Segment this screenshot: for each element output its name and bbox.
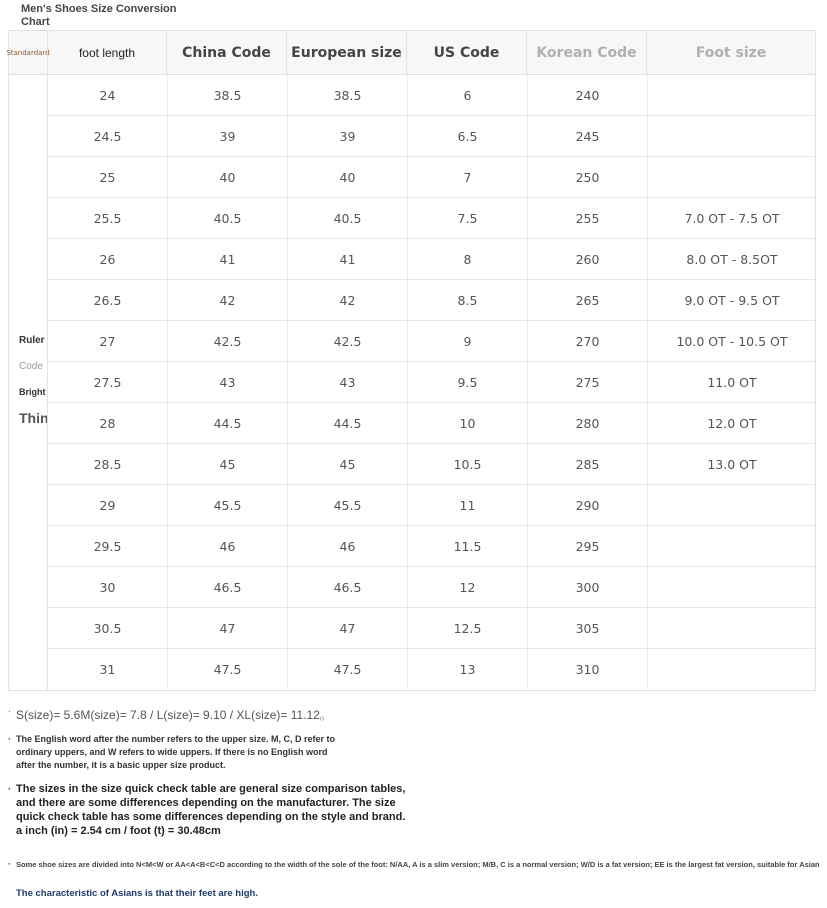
header-us-code: US Code	[407, 31, 527, 75]
note-asian	[8, 888, 258, 899]
cell-korean-code: 280	[528, 403, 648, 443]
note-text: Some shoe sizes are divided into N<M<W or AA<A<B<C<D according to the width of the sole of the foot: N/AA, A is a slim version; M/B, C is a normal version; W/D is a fat version; EE is the largest fat version, suitable for Asian	[16, 860, 820, 869]
cell-china-code: 46.5	[168, 567, 288, 607]
chart-title: Men's Shoes Size Conversion Chart	[21, 3, 177, 28]
cell-korean-code: 275	[528, 362, 648, 402]
table-row	[47, 608, 815, 649]
side-label-thin: Thin	[19, 410, 49, 426]
cell-us-code: 6.5	[408, 116, 528, 156]
cell-foot-length: 27.5	[48, 362, 168, 402]
cell-european-size: 45.5	[288, 485, 408, 525]
cell-foot-length: 29	[48, 485, 168, 525]
cell-us-code: 11.5	[408, 526, 528, 566]
table-row	[47, 239, 815, 280]
cell-china-code: 47	[168, 608, 288, 648]
cell-korean-code: 310	[528, 649, 648, 689]
cell-korean-code: 295	[528, 526, 648, 566]
table-row	[47, 444, 815, 485]
cell-us-code: 12	[408, 567, 528, 607]
cell-china-code: 44.5	[168, 403, 288, 443]
cell-us-code: 11	[408, 485, 528, 525]
cell-foot-size: 13.0 OT	[707, 456, 757, 472]
cell-foot-size: 8.0 OT - 8.5OT	[686, 251, 778, 267]
cell-european-size: 42.5	[288, 321, 408, 361]
bullet: ·	[8, 784, 11, 794]
cell-china-code: 40.5	[168, 198, 288, 238]
cell-china-code: 43	[168, 362, 288, 402]
header-korean-code: Korean Code	[527, 31, 647, 75]
cell-foot-size	[648, 157, 816, 197]
header-standard: Standardard	[6, 49, 50, 57]
cell-korean-code: 265	[528, 280, 648, 320]
table-row	[47, 526, 815, 567]
side-label-ruler: Ruler	[19, 335, 45, 346]
table-row	[47, 649, 815, 690]
header-foot-size: Foot size	[695, 45, 767, 61]
cell-us-code: 8	[408, 239, 528, 279]
cell-korean-code: 300	[528, 567, 648, 607]
cell-foot-size	[648, 649, 816, 689]
note-text: S(size)= 5.6M(size)= 7.8 / L(size)= 9.10 / XL(size)= 11.12。	[16, 708, 332, 722]
header-foot-length: foot length	[47, 31, 167, 75]
cell-european-size: 45	[288, 444, 408, 484]
cell-foot-size: 12.0 OT	[707, 415, 757, 431]
note-text: The English word after the number refers to the upper size. M, C, D refer to ordinary uppers, and W refers to wide uppers. If there is no English word after the number, it is a basic upper size product.	[16, 734, 336, 770]
cell-foot-length: 28.5	[48, 444, 168, 484]
cell-foot-length: 26	[48, 239, 168, 279]
cell-korean-code: 240	[528, 75, 648, 115]
cell-china-code: 39	[168, 116, 288, 156]
cell-china-code: 47.5	[168, 649, 288, 689]
cell-korean-code: 255	[528, 198, 648, 238]
cell-us-code: 9	[408, 321, 528, 361]
bullet: ·	[8, 859, 11, 869]
size-conversion-table	[8, 30, 816, 691]
header-china-code: China Code	[167, 31, 287, 75]
cell-china-code: 45.5	[168, 485, 288, 525]
cell-foot-size	[648, 526, 816, 566]
bullet: ·	[8, 706, 11, 716]
cell-us-code: 7.5	[408, 198, 528, 238]
cell-china-code: 42.5	[168, 321, 288, 361]
cell-foot-length: 30.5	[48, 608, 168, 648]
table-row	[47, 75, 815, 116]
cell-us-code: 7	[408, 157, 528, 197]
cell-european-size: 44.5	[288, 403, 408, 443]
cell-foot-length: 25.5	[48, 198, 168, 238]
cell-korean-code: 270	[528, 321, 648, 361]
cell-korean-code: 245	[528, 116, 648, 156]
side-label-bright: Bright	[19, 387, 46, 397]
cell-foot-length: 24	[48, 75, 168, 115]
header-european-size: European size	[287, 31, 407, 75]
cell-foot-length: 28	[48, 403, 168, 443]
cell-korean-code: 260	[528, 239, 648, 279]
note-text: The characteristic of Asians is that their feet are high.	[16, 888, 258, 899]
cell-us-code: 12.5	[408, 608, 528, 648]
side-label-code: Code	[19, 361, 43, 372]
cell-china-code: 45	[168, 444, 288, 484]
cell-european-size: 42	[288, 280, 408, 320]
cell-foot-size: 7.0 OT - 7.5 OT	[684, 210, 780, 226]
cell-european-size: 47	[288, 608, 408, 648]
cell-foot-length: 31	[48, 649, 168, 689]
cell-european-size: 40.5	[288, 198, 408, 238]
cell-us-code: 10	[408, 403, 528, 443]
cell-foot-size: 11.0 OT	[707, 374, 757, 390]
cell-us-code: 6	[408, 75, 528, 115]
cell-european-size: 47.5	[288, 649, 408, 689]
note-general-size	[8, 782, 408, 838]
cell-china-code: 42	[168, 280, 288, 320]
cell-foot-size	[648, 485, 816, 525]
cell-foot-length: 29.5	[48, 526, 168, 566]
cell-us-code: 9.5	[408, 362, 528, 402]
cell-china-code: 46	[168, 526, 288, 566]
side-label-column	[9, 75, 47, 690]
table-row	[47, 116, 815, 157]
bullet: ·	[8, 734, 11, 744]
cell-china-code: 41	[168, 239, 288, 279]
table-row	[47, 280, 815, 321]
cell-us-code: 8.5	[408, 280, 528, 320]
cell-foot-length: 25	[48, 157, 168, 197]
table-header	[6, 31, 815, 75]
cell-foot-length: 26.5	[48, 280, 168, 320]
cell-european-size: 43	[288, 362, 408, 402]
table-row	[47, 198, 815, 239]
table-row	[47, 157, 815, 198]
cell-us-code: 13	[408, 649, 528, 689]
cell-foot-size	[648, 116, 816, 156]
note-width	[8, 859, 823, 870]
table-row	[47, 321, 815, 362]
cell-china-code: 38.5	[168, 75, 288, 115]
cell-european-size: 40	[288, 157, 408, 197]
cell-foot-size: 10.0 OT - 10.5 OT	[676, 333, 788, 349]
cell-korean-code: 285	[528, 444, 648, 484]
cell-foot-length: 24.5	[48, 116, 168, 156]
table-body	[47, 75, 815, 690]
cell-korean-code: 250	[528, 157, 648, 197]
table-row	[47, 567, 815, 608]
cell-foot-length: 27	[48, 321, 168, 361]
cell-foot-size	[648, 608, 816, 648]
cell-foot-size	[648, 75, 816, 115]
cell-china-code: 40	[168, 157, 288, 197]
cell-european-size: 46	[288, 526, 408, 566]
cell-european-size: 38.5	[288, 75, 408, 115]
table-row	[47, 362, 815, 403]
cell-korean-code: 305	[528, 608, 648, 648]
cell-us-code: 10.5	[408, 444, 528, 484]
cell-foot-length: 30	[48, 567, 168, 607]
note-size-line	[8, 706, 332, 723]
cell-foot-size: 9.0 OT - 9.5 OT	[684, 292, 780, 308]
table-row	[47, 485, 815, 526]
cell-european-size: 46.5	[288, 567, 408, 607]
note-english-word	[8, 733, 348, 772]
note-text: The sizes in the size quick check table are general size comparison tables, and there are some differences depending on the manufacturer. The size quick check table has some differences depending on the style and brand. a inch (in) = 2.54 cm / foot (t) = 30.48cm	[16, 783, 406, 837]
cell-korean-code: 290	[528, 485, 648, 525]
cell-european-size: 41	[288, 239, 408, 279]
table-row	[47, 403, 815, 444]
cell-european-size: 39	[288, 116, 408, 156]
cell-foot-size	[648, 567, 816, 607]
